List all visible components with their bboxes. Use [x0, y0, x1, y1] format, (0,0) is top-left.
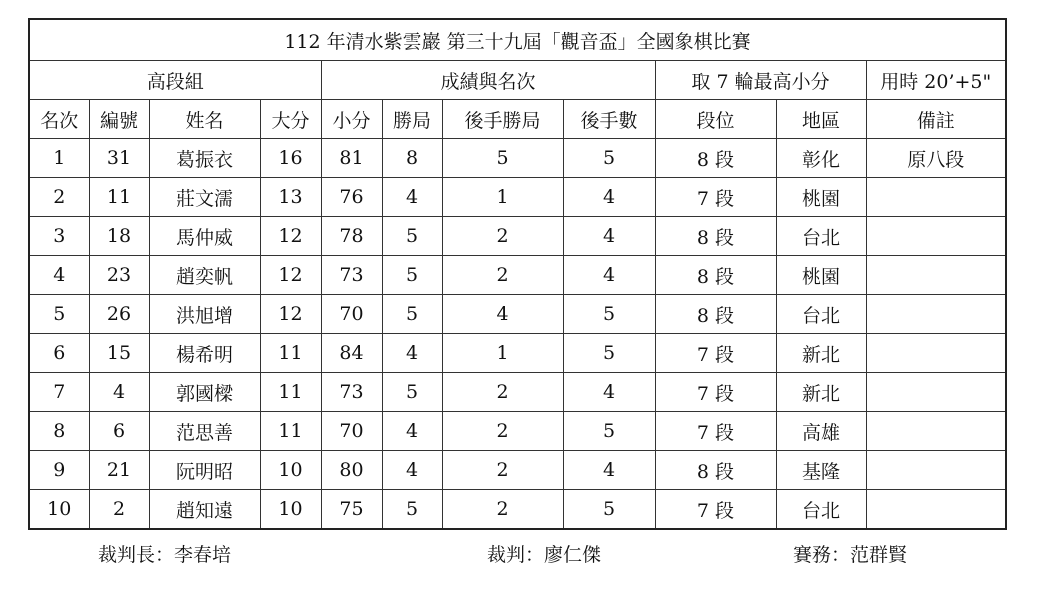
title-row [29, 19, 1006, 61]
major-score-cell: 12 [260, 295, 321, 334]
rank-cell: 1 [29, 139, 89, 178]
rank-level-cell: 8 段 [655, 139, 776, 178]
rank-cell: 2 [29, 178, 89, 217]
minor-score-cell: 70 [321, 295, 382, 334]
rank-cell: 8 [29, 412, 89, 451]
table-row [29, 217, 1006, 256]
second-hand-count-cell: 5 [563, 334, 655, 373]
player-name-cell: 范思善 [149, 412, 260, 451]
table-row [29, 490, 1006, 530]
region-cell: 新北 [776, 334, 866, 373]
major-score-cell: 11 [260, 373, 321, 412]
column-header: 勝局 [382, 100, 442, 139]
major-score-cell: 11 [260, 334, 321, 373]
player-name-cell: 郭國樑 [149, 373, 260, 412]
wins-cell: 5 [382, 295, 442, 334]
table-row [29, 139, 1006, 178]
results-table [28, 18, 1007, 530]
player-number-cell: 23 [89, 256, 149, 295]
remarks-cell [866, 412, 1006, 451]
second-hand-wins-cell: 2 [442, 256, 563, 295]
rank-cell: 3 [29, 217, 89, 256]
player-name-cell: 楊希明 [149, 334, 260, 373]
header-row [29, 100, 1006, 139]
column-header: 後手數 [563, 100, 655, 139]
player-name-cell: 趙奕帆 [149, 256, 260, 295]
second-hand-count-cell: 4 [563, 373, 655, 412]
major-score-cell: 12 [260, 256, 321, 295]
region-cell: 桃園 [776, 256, 866, 295]
column-header: 姓名 [149, 100, 260, 139]
minor-score-cell: 78 [321, 217, 382, 256]
major-score-cell: 10 [260, 451, 321, 490]
player-number-cell: 15 [89, 334, 149, 373]
player-name-cell: 阮明昭 [149, 451, 260, 490]
region-cell: 高雄 [776, 412, 866, 451]
remarks-cell [866, 217, 1006, 256]
table-row [29, 334, 1006, 373]
rank-level-cell: 8 段 [655, 217, 776, 256]
rank-cell: 4 [29, 256, 89, 295]
column-header: 地區 [776, 100, 866, 139]
second-hand-count-cell: 5 [563, 139, 655, 178]
wins-cell: 4 [382, 178, 442, 217]
player-number-cell: 21 [89, 451, 149, 490]
second-hand-count-cell: 4 [563, 256, 655, 295]
remarks-cell: 原八段 [866, 139, 1006, 178]
table-row [29, 256, 1006, 295]
wins-cell: 4 [382, 412, 442, 451]
rank-level-cell: 7 段 [655, 178, 776, 217]
region-cell: 台北 [776, 217, 866, 256]
player-number-cell: 6 [89, 412, 149, 451]
region-cell: 桃園 [776, 178, 866, 217]
second-hand-wins-cell: 1 [442, 178, 563, 217]
major-score-cell: 11 [260, 412, 321, 451]
rank-level-cell: 8 段 [655, 451, 776, 490]
remarks-cell [866, 490, 1006, 530]
second-hand-count-cell: 4 [563, 178, 655, 217]
second-hand-wins-cell: 2 [442, 490, 563, 530]
second-hand-count-cell: 5 [563, 490, 655, 530]
remarks-cell [866, 256, 1006, 295]
column-header: 段位 [655, 100, 776, 139]
second-hand-wins-cell: 4 [442, 295, 563, 334]
region-cell: 基隆 [776, 451, 866, 490]
column-header: 後手勝局 [442, 100, 563, 139]
region-cell: 台北 [776, 490, 866, 530]
rank-cell: 7 [29, 373, 89, 412]
region-cell: 彰化 [776, 139, 866, 178]
region-cell: 台北 [776, 295, 866, 334]
rank-level-cell: 7 段 [655, 334, 776, 373]
column-header: 小分 [321, 100, 382, 139]
second-hand-wins-cell: 5 [442, 139, 563, 178]
remarks-cell [866, 295, 1006, 334]
rank-cell: 10 [29, 490, 89, 530]
player-name-cell: 莊文濡 [149, 178, 260, 217]
player-number-cell: 11 [89, 178, 149, 217]
wins-cell: 5 [382, 373, 442, 412]
minor-score-cell: 76 [321, 178, 382, 217]
minor-score-cell: 81 [321, 139, 382, 178]
rank-cell: 5 [29, 295, 89, 334]
major-score-cell: 16 [260, 139, 321, 178]
player-name-cell: 洪旭增 [149, 295, 260, 334]
remarks-cell [866, 451, 1006, 490]
table-row [29, 295, 1006, 334]
rank-level-cell: 7 段 [655, 373, 776, 412]
group-row [29, 61, 1006, 100]
rank-level-cell: 7 段 [655, 412, 776, 451]
time-control-label: 用時 20’+5" [866, 61, 1006, 100]
second-hand-count-cell: 5 [563, 295, 655, 334]
column-header: 大分 [260, 100, 321, 139]
wins-cell: 8 [382, 139, 442, 178]
major-score-cell: 12 [260, 217, 321, 256]
second-hand-count-cell: 4 [563, 451, 655, 490]
second-hand-count-cell: 5 [563, 412, 655, 451]
group-label: 高段組 [29, 61, 321, 100]
table-row [29, 412, 1006, 451]
remarks-cell [866, 373, 1006, 412]
second-hand-wins-cell: 2 [442, 412, 563, 451]
wins-cell: 5 [382, 217, 442, 256]
second-hand-wins-cell: 1 [442, 334, 563, 373]
player-number-cell: 4 [89, 373, 149, 412]
chief-referee: 裁判長：李春培 [98, 544, 232, 566]
remarks-cell [866, 334, 1006, 373]
referee: 裁判：廖仁傑 [487, 544, 602, 566]
signature-line [28, 540, 1005, 568]
results-sheet [28, 18, 1005, 530]
remarks-cell [866, 178, 1006, 217]
table-title: 112 年清水紫雲巖 第三十九屆「觀音盃」全國象棋比賽 [29, 19, 1006, 61]
affairs-officer: 賽務：范群賢 [793, 544, 908, 566]
wins-cell: 5 [382, 490, 442, 530]
table-row [29, 178, 1006, 217]
wins-cell: 4 [382, 451, 442, 490]
table-row [29, 373, 1006, 412]
player-number-cell: 31 [89, 139, 149, 178]
minor-score-cell: 73 [321, 256, 382, 295]
player-name-cell: 趙知遠 [149, 490, 260, 530]
table-row [29, 451, 1006, 490]
rank-level-cell: 7 段 [655, 490, 776, 530]
column-header: 備註 [866, 100, 1006, 139]
second-hand-count-cell: 4 [563, 217, 655, 256]
results-label: 成績與名次 [321, 61, 655, 100]
second-hand-wins-cell: 2 [442, 373, 563, 412]
player-number-cell: 2 [89, 490, 149, 530]
player-number-cell: 18 [89, 217, 149, 256]
major-score-cell: 10 [260, 490, 321, 530]
minor-score-cell: 80 [321, 451, 382, 490]
minor-score-cell: 70 [321, 412, 382, 451]
wins-cell: 4 [382, 334, 442, 373]
rank-level-cell: 8 段 [655, 256, 776, 295]
minor-score-cell: 73 [321, 373, 382, 412]
player-name-cell: 馬仲威 [149, 217, 260, 256]
major-score-cell: 13 [260, 178, 321, 217]
minor-score-cell: 75 [321, 490, 382, 530]
player-number-cell: 26 [89, 295, 149, 334]
second-hand-wins-cell: 2 [442, 217, 563, 256]
second-hand-wins-cell: 2 [442, 451, 563, 490]
wins-cell: 5 [382, 256, 442, 295]
region-cell: 新北 [776, 373, 866, 412]
column-header: 編號 [89, 100, 149, 139]
rank-level-cell: 8 段 [655, 295, 776, 334]
minor-score-cell: 84 [321, 334, 382, 373]
rank-cell: 9 [29, 451, 89, 490]
player-name-cell: 葛振衣 [149, 139, 260, 178]
column-header: 名次 [29, 100, 89, 139]
rank-cell: 6 [29, 334, 89, 373]
rule-label: 取 7 輪最高小分 [655, 61, 866, 100]
